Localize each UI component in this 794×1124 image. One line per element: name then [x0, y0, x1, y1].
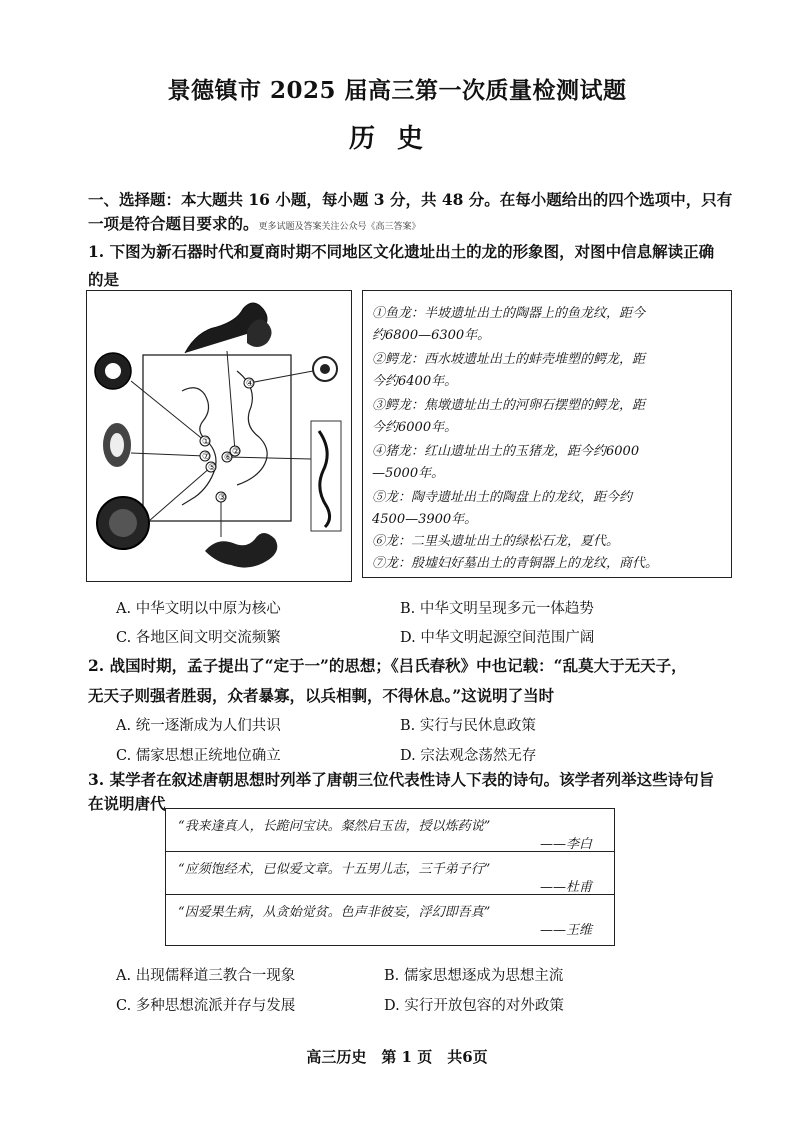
poem-text: “因爱果生病，从贪始觉贫。色声非彼妄，浮幻即吾真”: [178, 905, 491, 920]
poem-author: ——杜甫: [539, 880, 592, 895]
map-label-1: ①: [202, 437, 211, 447]
q1-map-figure: [86, 290, 352, 582]
q3-stem-line-1: 3. 某学者在叙述唐朝思想时列举了唐朝三位代表性诗人下表的诗句。该学者列举这些诗句旨: [88, 770, 715, 789]
note-line-10: 4500—3900年。: [372, 512, 478, 527]
poem-row: [166, 809, 614, 852]
q1-option-c[interactable]: C. 各地区间文明交流频繁: [116, 630, 281, 646]
map-label-4: ④: [246, 379, 255, 389]
bronze-dragon-icon: [205, 533, 277, 568]
q2-option-a[interactable]: A. 统一逐渐成为人们共识: [116, 718, 281, 734]
poem-row: [166, 852, 614, 895]
map-label-6: ⑥: [224, 453, 233, 463]
q1-option-b[interactable]: B. 中华文明呈现多元一体趋势: [400, 601, 594, 617]
subject-title: 历史: [348, 124, 445, 154]
map-label-5: ⑤: [208, 463, 217, 473]
q3-stem-line-2: 在说明唐代: [88, 794, 166, 813]
q1-stem-line-2: 的是: [88, 270, 120, 289]
q2-option-b[interactable]: B. 实行与民休息政策: [400, 718, 536, 734]
map-label-7: ⑦: [202, 452, 211, 462]
q3-option-b[interactable]: B. 儒家思想逐成为思想主流: [384, 968, 564, 984]
q3-option-c[interactable]: C. 多种思想流派并存与发展: [116, 998, 296, 1014]
promo-note: 更多试题及答案关注公众号《高三答案》: [258, 222, 421, 232]
note-line-7: ④猪龙：红山遗址出土的玉猪龙，距今约6000: [372, 444, 640, 459]
note-line-2: 约6800—6300年。: [372, 328, 491, 343]
note-line-3: ②鳄龙：西水坡遗址出土的蚌壳堆塑的鳄龙，距: [372, 352, 646, 367]
q3-poem-table: [165, 808, 615, 946]
q2-stem-line-2: 无天子则强者胜弱，众者暴寡，以兵相剚，不得休息。”这说明了当时: [88, 686, 555, 705]
note-line-8: —5000年。: [372, 466, 445, 481]
poem-text: “我来逢真人，长跪问宝诀。粲然启玉齿，授以炼药说”: [178, 819, 491, 834]
exam-title: 景德镇市 2025 届高三第一次质量检测试题: [167, 77, 627, 104]
note-line-9: ⑤龙：陶寺遗址出土的陶盘上的龙纹，距今约: [372, 490, 633, 505]
map-label-3: ③: [218, 493, 227, 503]
dragon-map-illustration: [87, 291, 351, 581]
q1-option-a[interactable]: A. 中华文明以中原为核心: [116, 601, 281, 617]
poem-author: ——王维: [539, 923, 592, 938]
section-intro-line-2: 一项是符合题目要求的。: [88, 214, 259, 233]
section-intro-line-2-wrap: [88, 212, 421, 234]
turquoise-dragon-icon: [311, 421, 341, 531]
page-footer: 高三历史 第 1 页 共6页: [306, 1048, 488, 1066]
q3-option-d[interactable]: D. 实行开放包容的对外政策: [384, 998, 564, 1014]
q1-stem-line-1: 1. 下图为新石器时代和夏商时期不同地区文化遗址出土的龙的形象图，对图中信息解读正确: [88, 242, 715, 261]
q3-option-a[interactable]: A. 出现儒释道三教合一现象: [116, 968, 296, 984]
note-line-4: 今约6400年。: [372, 374, 458, 389]
q2-option-d[interactable]: D. 宗法观念荡然无存: [400, 748, 537, 764]
poem-text: “应须饱经术，已似爱文章。十五男儿志，三千弟子行”: [178, 862, 491, 877]
note-line-6: 今约6000年。: [372, 420, 458, 435]
note-line-11: ⑥龙：二里头遗址出土的绿松石龙，夏代。: [372, 534, 620, 549]
note-line-1: ①鱼龙：半坡遗址出土的陶器上的鱼龙纹，距今: [372, 306, 646, 321]
poem-author: ——李白: [539, 837, 592, 852]
q2-option-c[interactable]: C. 儒家思想正统地位确立: [116, 748, 281, 764]
map-label-2: ②: [232, 447, 241, 457]
section-intro-line-1: 一、选择题：本大题共 16 小题，每小题 3 分，共 48 分。在每小题给出的四个选项中，只有: [88, 190, 733, 209]
poem-row: [166, 895, 614, 945]
q1-option-d[interactable]: D. 中华文明起源空间范围广阔: [400, 630, 595, 646]
q2-stem-line-1: 2. 战国时期，孟子提出了“定于一”的思想；《吕氏春秋》中也记载：“乱莫大于无天子，: [88, 656, 687, 675]
note-line-5: ③鳄龙：焦墩遗址出土的河卵石摆塑的鳄龙，距: [372, 398, 646, 413]
note-line-12: ⑦龙：殷墟妇好墓出土的青铜器上的龙纹，商代。: [372, 556, 659, 571]
